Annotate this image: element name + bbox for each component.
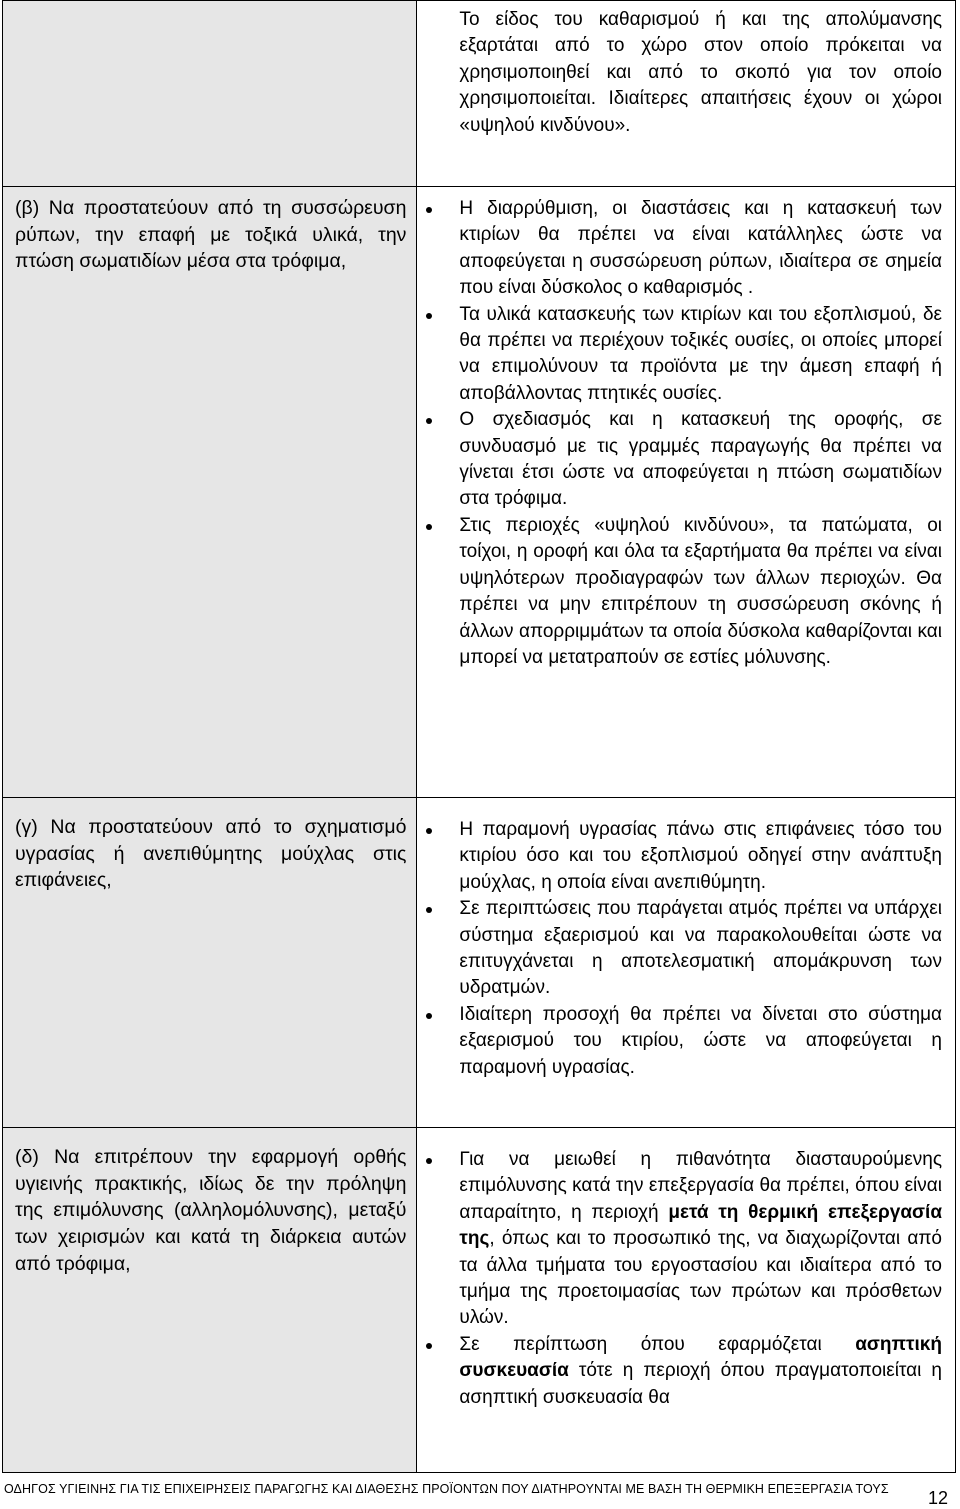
requirements-table: [2, 0, 956, 1473]
right-cell: [417, 187, 956, 798]
left-cell: [3, 798, 417, 1128]
left-cell: [3, 1128, 417, 1473]
list-item-text: Για να μειωθεί η πιθανότητα διασταυρούμενης επιμόλυνσης κατά την επεξεργασία θα πρέπει, όπου είναι απαραίτητο, η περιοχή: [459, 1149, 942, 1223]
intro-paragraph: Το είδος του καθαρισμού ή και της απολύμανσης εξαρτάται από το χώρο στον οποίο πρόκειται να χρησιμοποιηθεί και από το σκοπό για τον οποίο χρησιμοποιείται. Ιδιαίτερες απαιτήσεις έχουν οι χώροι «υψηλού κινδύνου».: [459, 9, 942, 136]
bullet-icon: [426, 313, 432, 319]
requirement-d: (δ) Να επιτρέπουν την εφαρμογή ορθής υγιεινής πρακτικής, ιδίως δε την πρόληψη της επιμόλυνσης (αλληλομόλυνσης), μεταξύ των χειρισμών και κατά τη διάρκεια αυτών από τρόφιμα,: [15, 1146, 407, 1275]
list-item: [417, 513, 955, 671]
bullet-icon: [426, 907, 432, 913]
bullet-icon: [426, 1013, 432, 1019]
list-item: [417, 196, 955, 302]
list-item: [417, 302, 955, 408]
list-item: [417, 1147, 955, 1332]
table-row: [3, 187, 956, 798]
page-footer: ΟΔΗΓΟΣ ΥΓΙΕΙΝΗΣ ΓΙΑ ΤΙΣ ΕΠΙΧΕΙΡΗΣΕΙΣ ΠΑΡΑΓΩΓΗΣ ΚΑΙ ΔΙΑΘΕΣΗΣ ΠΡΟΪΟΝΤΩΝ ΠΟΥ ΔΙΑΤΗΡΟΥΝΤΑΙ ΜΕ ΒΑΣΗ ΤΗ ΘΕΡΜΙΚΗ ΕΠΕΞΕΡΓΑΣΙΑ ΤΟΥΣ: [4, 1482, 889, 1496]
list-item-text: Η παραμονή υγρασίας πάνω στις επιφάνειες τόσο του κτιρίου όσο και του εξοπλισμού οδηγεί στην ανάπτυξη μούχλας, η οποία είναι ανεπιθύμητη.: [459, 819, 942, 893]
list-item-text: Ο σχεδιασμός και η κατασκευή της οροφής, σε συνδυασμό με τις γραμμές παραγωγής θα πρέπει να γίνεται έτσι ώστε να αποφεύγεται η πτώση σωματιδίων στα τρόφιμα.: [459, 409, 942, 510]
right-cell: [417, 1, 956, 187]
bullet-icon: [426, 524, 432, 530]
list-item-text: , όπως και το προσωπικό της, να διαχωρίζονται από τα άλλα τμήματα του εργοστασίου και ιδιαίτερα από το τμήμα της προετοιμασίας των πρώτων και πρόσθετων υλών.: [459, 1228, 942, 1329]
emphasis-text: ασηπτική συσκευασία: [459, 1333, 942, 1382]
left-cell-empty: [3, 1, 417, 187]
list-item-text: τότε η περιοχή όπου πραγματοποιείται η ασηπτική συσκευασία θα: [459, 1360, 942, 1408]
bullet-list: [417, 817, 955, 1081]
bullet-list: [417, 196, 955, 671]
list-item: [417, 817, 955, 896]
list-item-text: Ιδιαίτερη προσοχή θα πρέπει να δίνεται στο σύστημα εξαερισμού του κτιρίου, ώστε να αποφεύγεται η παραμονή υγρασίας.: [459, 1003, 942, 1078]
page-number: 12: [927, 1488, 948, 1508]
bullet-icon: [426, 418, 432, 424]
requirement-c: (γ) Να προστατεύουν από το σχηματισμό υγρασίας ή ανεπιθύμητης μούχλας στις επιφάνειες,: [15, 816, 407, 892]
emphasis-text: μετά τη θερμική επεξεργασία της: [459, 1201, 942, 1250]
list-item: [417, 1332, 955, 1411]
table-row: [3, 1128, 956, 1473]
list-item-text: Η διαρρύθμιση, οι διαστάσεις και η κατασκευή των κτιρίων θα πρέπει να είναι κατάλληλες ώστε να αποφεύγεται η συσσώρευση ρύπων, ιδιαίτερα σε σημεία που είναι δύσκολος ο καθαρισμός .: [459, 198, 942, 299]
list-item-text: Σε περιπτώσεις που παράγεται ατμός πρέπει να υπάρχει σύστημα εξαερισμού και να παρακολουθείται ώστε να επιτυγχάνεται η αποτελεσματική απομάκρυνση των υδρατμών.: [459, 898, 942, 999]
requirement-b: (β) Να προστατεύουν από τη συσσώρευση ρύπων, την επαφή με τοξικά υλικά, την πτώση σωματιδίων μέσα στα τρόφιμα,: [15, 197, 407, 273]
list-item: [417, 407, 955, 513]
list-item-text: Σε περίπτωση όπου εφαρμόζεται: [459, 1333, 856, 1355]
bullet-icon: [426, 1158, 432, 1164]
list-item-text: Τα υλικά κατασκευής των κτιρίων και του εξοπλισμού, δε θα πρέπει να περιέχουν τοξικές ουσίες, οι οποίες μπορεί να επιμολύνουν τα προϊόντα με την άμεση επαφή ή αποβάλλοντας πτητικές ουσίες.: [459, 303, 942, 404]
bullet-icon: [426, 207, 432, 213]
right-cell: [417, 1128, 956, 1473]
table-row: [3, 1, 956, 187]
right-cell: [417, 798, 956, 1128]
list-item: [417, 1002, 955, 1081]
bullet-list: [417, 1147, 955, 1411]
table-row: [3, 798, 956, 1128]
bullet-icon: [426, 828, 432, 834]
left-cell: [3, 187, 417, 798]
bullet-icon: [426, 1343, 432, 1349]
list-item: [417, 896, 955, 1002]
list-item-text: Στις περιοχές «υψηλού κινδύνου», τα πατώματα, οι τοίχοι, η οροφή και όλα τα εξαρτήματα θα πρέπει να είναι υψηλότερων προδιαγραφών των άλλων περιοχών. Θα πρέπει να μην επιτρέπουν τη συσσώρευση σκόνης ή άλλων απορριμμάτων τα οποία δύσκολα καθαρίζονται και μπορεί να μετατραπούν σε εστίες μόλυνσης.: [459, 514, 942, 668]
